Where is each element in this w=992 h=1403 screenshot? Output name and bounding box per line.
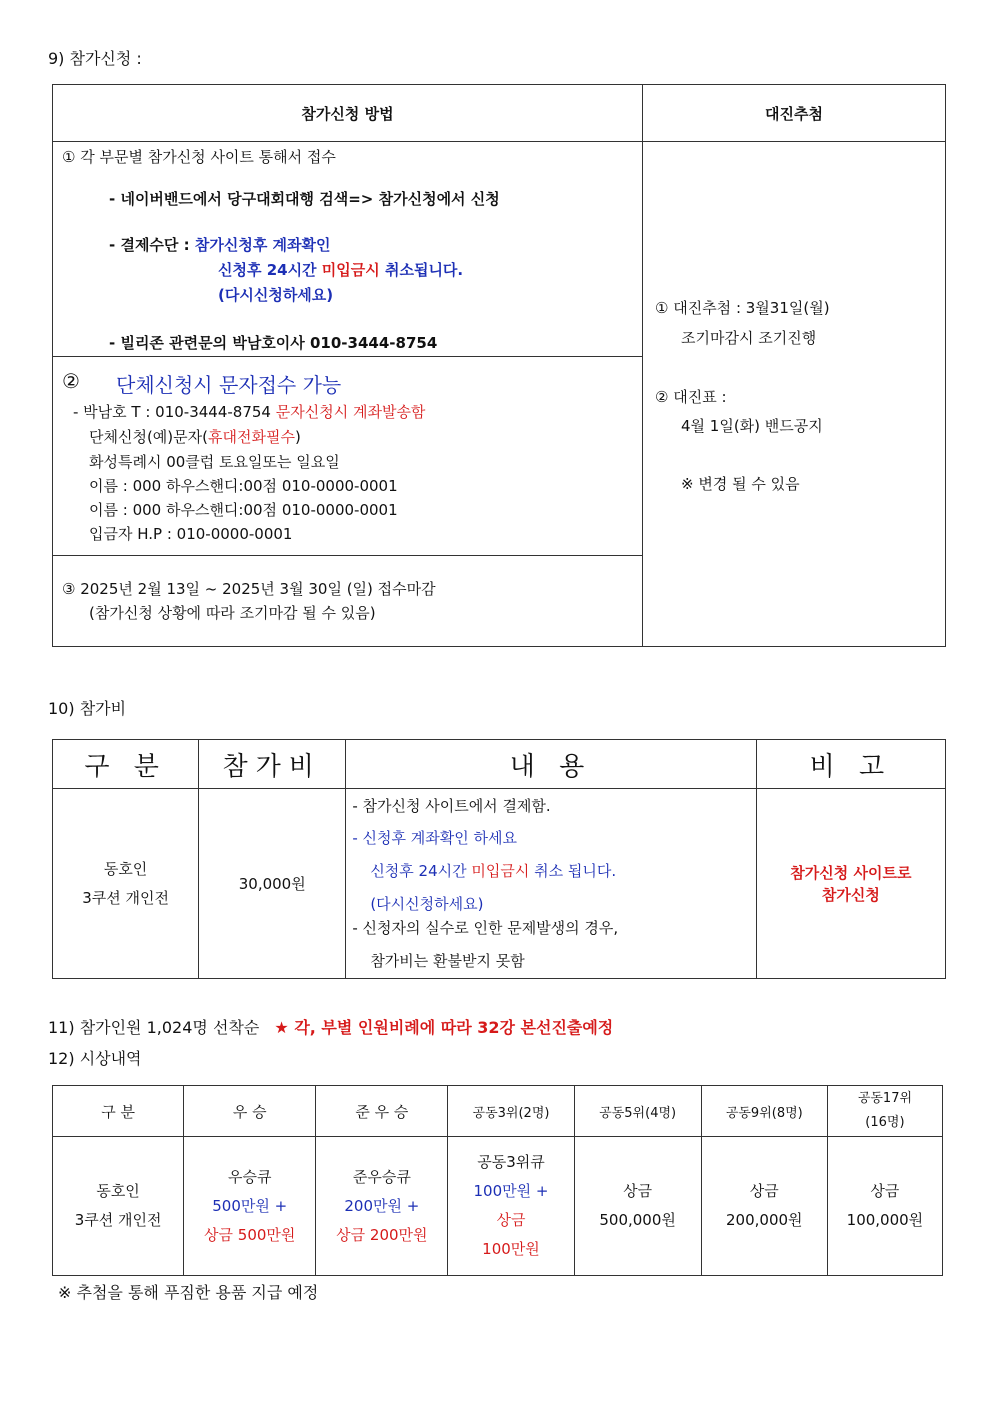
registration-table bbox=[52, 84, 946, 647]
prize-runner-up: 준우승큐 200만원 + 상금 200만원 bbox=[316, 1137, 448, 1276]
prize-header-category: 구 분 bbox=[53, 1086, 184, 1137]
draw-line-2: 조기마감시 조기진행 bbox=[681, 329, 817, 347]
fee-content-line-3: 신청후 24시간 미입금시 취소 됩니다. bbox=[370, 862, 617, 880]
group-line-1: - 박남호 T : 010-3444-8754 문자신청시 계좌발송함 bbox=[73, 403, 426, 421]
section-9-heading: 9) 참가신청 : bbox=[48, 49, 142, 68]
prize-header-ninth: 공동9위(8명) bbox=[701, 1086, 827, 1137]
prize-header-runner-up: 준 우 승 bbox=[316, 1086, 448, 1137]
method-line-2: - 네이버밴드에서 당구대회대행 검색=> 참가신청에서 신청 bbox=[109, 190, 500, 208]
fee-table bbox=[52, 739, 946, 979]
prize-header-seventeenth: 공동17위 (16명) bbox=[827, 1086, 942, 1137]
contact-line: - 빌리존 관련문의 박남호이사 010-3444-8754 bbox=[109, 334, 438, 352]
prize-table bbox=[52, 1085, 943, 1276]
fee-amount: 30,000원 bbox=[199, 789, 346, 979]
draw-line-5: ※ 변경 될 수 있음 bbox=[681, 475, 800, 493]
prize-category: 동호인 3쿠션 개인전 bbox=[53, 1137, 184, 1276]
deadline-line-1: ③ 2025년 2월 13일 ~ 2025년 3월 30일 (일) 접수마감 bbox=[62, 580, 436, 598]
group-line-4: 이름 : 000 하우스핸디:00점 010-0000-0001 bbox=[89, 477, 398, 495]
prize-winner: 우승큐 500만원 + 상금 500만원 bbox=[184, 1137, 316, 1276]
fee-header-content: 내 용 bbox=[346, 740, 756, 789]
draw-cell bbox=[643, 142, 946, 647]
draw-line-4: 4월 1일(화) 밴드공지 bbox=[681, 417, 823, 435]
group-line-3: 화성특례시 00클럽 토요일또는 일요일 bbox=[89, 453, 340, 471]
draw-header: 대진추첨 bbox=[643, 85, 946, 142]
prize-header-third: 공동3위(2명) bbox=[448, 1086, 574, 1137]
method-block-3 bbox=[53, 556, 643, 647]
fee-header-category: 구 분 bbox=[53, 740, 199, 789]
group-line-2: 단체신청(예)문자(휴대전화필수) bbox=[89, 428, 301, 446]
group-title-num: ② bbox=[62, 369, 80, 393]
prize-footnote: ※ 추첨을 통해 푸짐한 용품 지급 예정 bbox=[58, 1283, 319, 1302]
draw-line-1: ① 대진추첨 : 3월31일(월) bbox=[655, 299, 830, 317]
fee-content bbox=[346, 789, 756, 979]
prize-header-winner: 우 승 bbox=[184, 1086, 316, 1137]
prize-seventeenth: 상금 100,000원 bbox=[827, 1137, 942, 1276]
fee-header-note: 비 고 bbox=[756, 740, 945, 789]
prize-ninth: 상금 200,000원 bbox=[701, 1137, 827, 1276]
group-line-5: 이름 : 000 하우스핸디:00점 010-0000-0001 bbox=[89, 501, 398, 519]
fee-category: 동호인 3쿠션 개인전 bbox=[53, 789, 199, 979]
section-10-heading: 10) 참가비 bbox=[48, 699, 127, 718]
payment-row-3: (다시신청하세요) bbox=[218, 286, 334, 304]
fee-content-line-2: - 신청후 계좌확인 하세요 bbox=[352, 829, 517, 847]
prize-header-fifth: 공동5위(4명) bbox=[574, 1086, 701, 1137]
method-line-1: ① 각 부문별 참가신청 사이트 통해서 접수 bbox=[62, 148, 336, 166]
method-header: 참가신청 방법 bbox=[53, 85, 643, 142]
prize-third: 공동3위큐 100만원 + 상금 100만원 bbox=[448, 1137, 574, 1276]
group-line-6: 입금자 H.P : 010-0000-0001 bbox=[89, 525, 293, 543]
section-11-heading: 11) 참가인원 1,024명 선착순 bbox=[48, 1018, 265, 1037]
group-title: 단체신청시 문자접수 가능 bbox=[116, 373, 342, 397]
method-block-1 bbox=[53, 142, 643, 357]
fee-note: 참가신청 사이트로 참가신청 bbox=[756, 789, 945, 979]
fee-content-line-6: 참가비는 환불받지 못함 bbox=[370, 952, 525, 970]
section-11-line bbox=[48, 1015, 613, 1038]
draw-line-3: ② 대진표 : bbox=[655, 388, 727, 406]
deadline-line-2: (참가신청 상황에 따라 조기마감 될 수 있음) bbox=[89, 604, 376, 622]
fee-content-line-1: - 참가신청 사이트에서 결제함. bbox=[352, 797, 551, 815]
fee-header-fee: 참가비 bbox=[199, 740, 346, 789]
fee-content-line-4: (다시신청하세요) bbox=[370, 895, 484, 913]
section-11-note: ★ 각, 부별 인원비례에 따라 32강 본선진출예정 bbox=[274, 1018, 614, 1037]
section-12-heading: 12) 시상내역 bbox=[48, 1049, 142, 1068]
prize-fifth: 상금 500,000원 bbox=[574, 1137, 701, 1276]
fee-content-line-5: - 신청자의 실수로 인한 문제발생의 경우, bbox=[352, 919, 619, 937]
payment-row-1: - 결제수단 : 참가신청후 계좌확인 bbox=[109, 236, 331, 254]
method-block-2 bbox=[53, 357, 643, 556]
payment-row-2: 신청후 24시간 미입금시 취소됩니다. bbox=[218, 261, 464, 279]
